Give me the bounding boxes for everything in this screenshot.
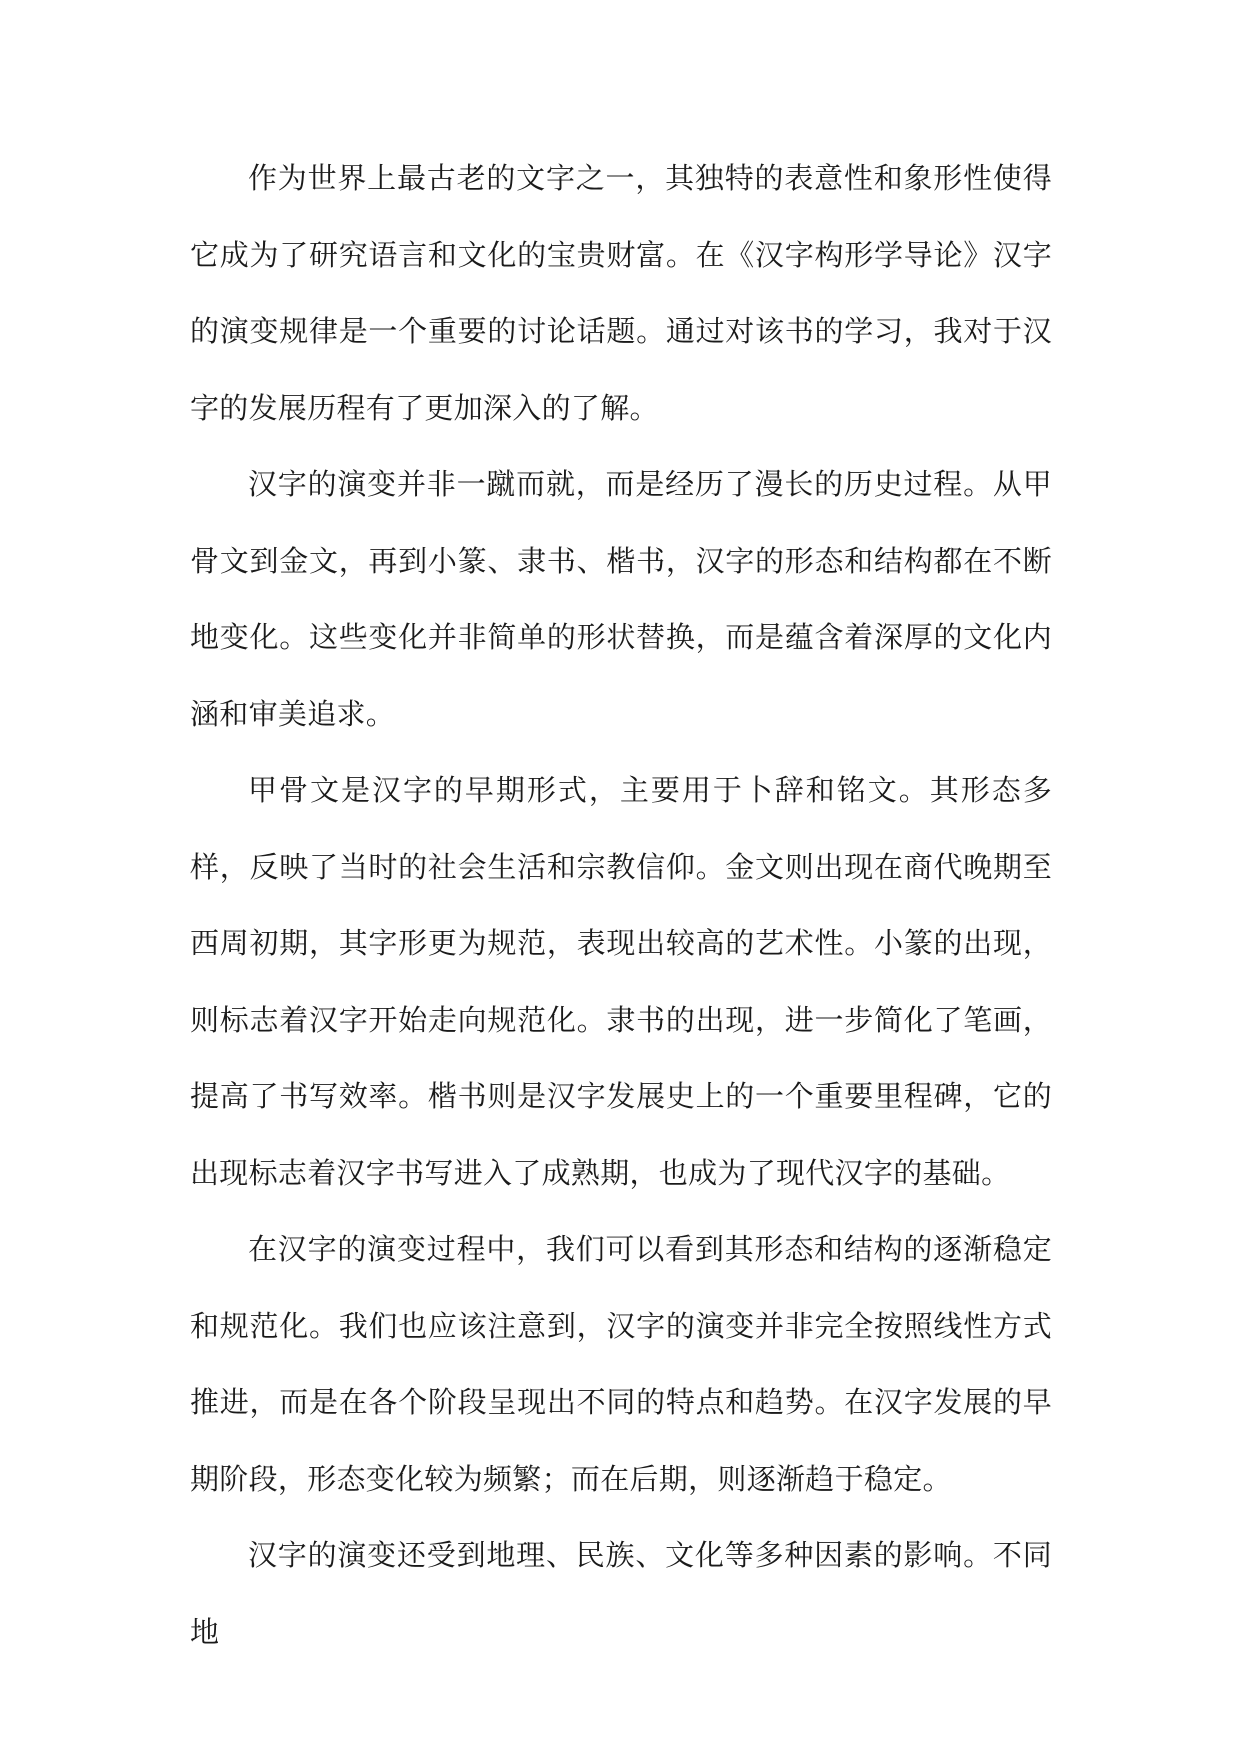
document-body [190,140,1052,1670]
paragraph-4: 在汉字的演变过程中，我们可以看到其形态和结构的逐渐稳定和规范化。我们也应该注意到，汉字的演变并非完全按照线性方式推进，而是在各个阶段呈现出不同的特点和趋势。在汉字发展的早期阶段，形态变化较为频繁；而在后期，则逐渐趋于稳定。 [190,1232,1052,1496]
paragraph-5: 汉字的演变还受到地理、民族、文化等多种因素的影响。不同地 [190,1538,1052,1649]
paragraph-3: 甲骨文是汉字的早期形式，主要用于卜辞和铭文。其形态多样，反映了当时的社会生活和宗教信仰。金文则出现在商代晚期至西周初期，其字形更为规范，表现出较高的艺术性。小篆的出现，则标志着汉字开始走向规范化。隶书的出现，进一步简化了笔画，提高了书写效率。楷书则是汉字发展史上的一个重要里程碑，它的出现标志着汉字书写进入了成熟期，也成为了现代汉字的基础。 [190,773,1052,1190]
paragraph-2: 汉字的演变并非一蹴而就，而是经历了漫长的历史过程。从甲骨文到金文，再到小篆、隶书、楷书，汉字的形态和结构都在不断地变化。这些变化并非简单的形状替换，而是蕴含着深厚的文化内涵和审美追求。 [190,467,1052,731]
paragraph-1: 作为世界上最古老的文字之一，其独特的表意性和象形性使得它成为了研究语言和文化的宝贵财富。在《汉字构形学导论》汉字的演变规律是一个重要的讨论话题。通过对该书的学习，我对于汉字的发展历程有了更加深入的了解。 [190,161,1052,425]
